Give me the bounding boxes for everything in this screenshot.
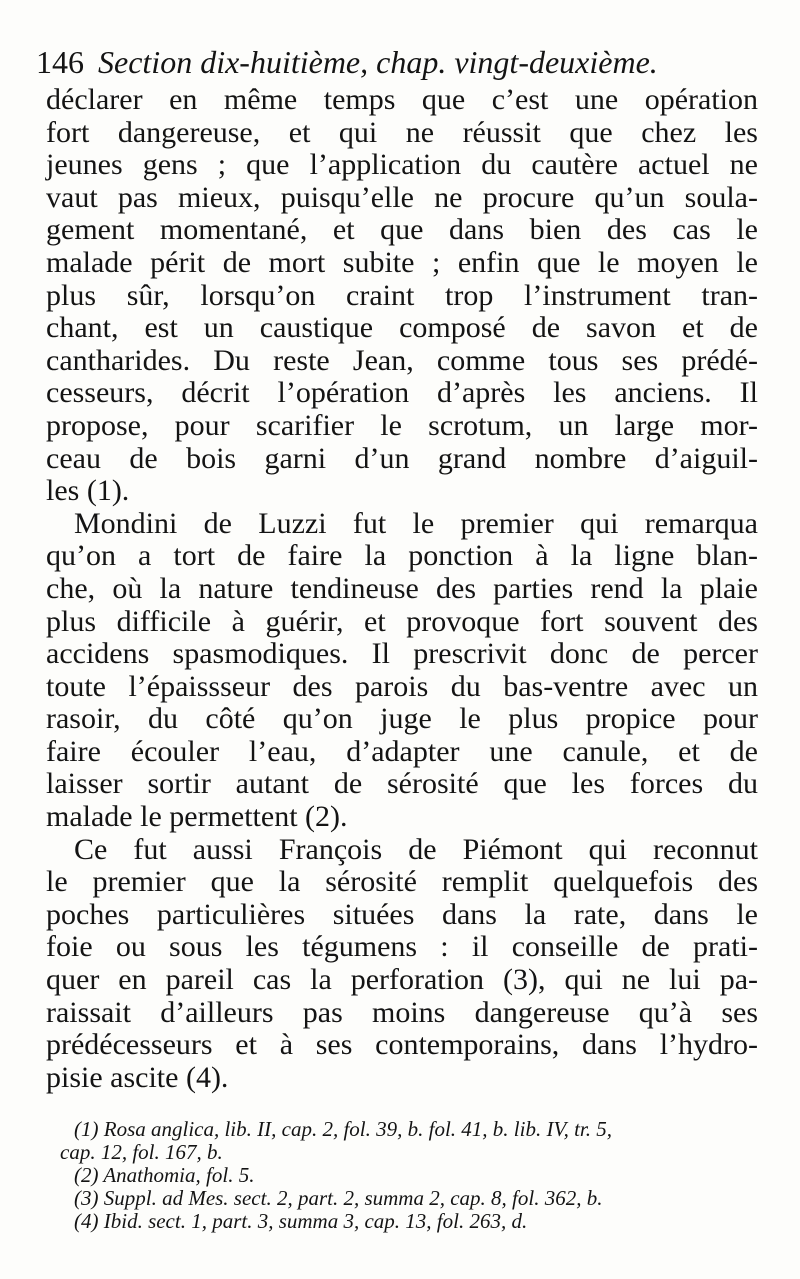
- text-line: qu’on a tort de faire la ponction à la ligne blan-: [46, 539, 758, 573]
- text-line: chant, est un caustique composé de savon et de: [46, 311, 758, 345]
- text-line: vaut pas mieux, puisqu’elle ne procure qu’un soula-: [46, 180, 758, 214]
- page-number: 146: [36, 44, 84, 80]
- text-line: quer en pareil cas la perforation (3), qui ne lui pa-: [46, 963, 758, 997]
- page-header: [36, 40, 756, 84]
- text-line: raissait d’ailleurs pas moins dangereuse qu’à ses: [46, 995, 758, 1029]
- text-line: cantharides. Du reste Jean, comme tous ses prédé-: [46, 343, 758, 377]
- text-line: ceau de bois garni d’un grand nombre d’aiguil-: [46, 441, 758, 475]
- text-line: poches particulières situées dans la rate, dans le: [46, 897, 758, 931]
- text-line: déclarer en même temps que c’est une opération: [46, 83, 758, 116]
- footnotes: [60, 1117, 760, 1233]
- body-text: [46, 84, 758, 1094]
- text-line: faire écouler l’eau, d’adapter une canule, et de: [46, 734, 758, 768]
- paragraph-2: [46, 508, 758, 834]
- text-line: malade périt de mort subite ; enfin que le moyen le: [46, 245, 758, 279]
- text-line: cesseurs, décrit l’opération d’après les anciens. Il: [46, 376, 758, 410]
- text-line: rasoir, du côté qu’on juge le plus propice pour: [46, 702, 758, 736]
- text-line: laisser sortir autant de sérosité que les forces du: [46, 767, 758, 801]
- text-line: Mondini de Luzzi fut le premier qui remarqua: [74, 506, 758, 540]
- paragraph-3: [46, 834, 758, 1095]
- footnote-1-continued: cap. 12, fol. 167, b.: [60, 1140, 223, 1164]
- text-line: che, où la nature tendineuse des parties rend la plaie: [46, 571, 758, 605]
- text-line: plus sûr, lorsqu’on craint trop l’instrument tran-: [46, 278, 758, 312]
- text-line: foie ou sous les tégumens : il conseille de prati-: [46, 930, 758, 964]
- text-line: les (1).: [46, 474, 130, 508]
- text-line: pisie ascite (4).: [46, 1060, 229, 1094]
- text-line: fort dangereuse, et qui ne réussit que chez les: [46, 115, 758, 149]
- text-line: gement momentané, et que dans bien des cas le: [46, 213, 758, 247]
- paragraph-1: [46, 84, 758, 508]
- text-line: Ce fut aussi François de Piémont qui reconnut: [74, 832, 758, 866]
- text-line: malade le permettent (2).: [46, 800, 348, 834]
- text-line: plus difficile à guérir, et provoque fort souvent des: [46, 604, 758, 638]
- footnote-1: (1) Rosa anglica, lib. II, cap. 2, fol. 39, b. fol. 41, b. lib. IV, tr. 5,: [74, 1117, 613, 1141]
- text-line: propose, pour scarifier le scrotum, un large mor-: [46, 408, 758, 442]
- text-line: prédécesseurs et à ses contemporains, dans l’hydro-: [46, 1028, 758, 1062]
- text-line: accidens spasmodiques. Il prescrivit donc de percer: [46, 637, 758, 671]
- footnote-3: (3) Suppl. ad Mes. sect. 2, part. 2, summa 2, cap. 8, fol. 362, b.: [74, 1186, 603, 1210]
- running-title: Section dix-huitième, chap. vingt-deuxième.: [98, 44, 658, 80]
- footnote-4: (4) Ibid. sect. 1, part. 3, summa 3, cap. 13, fol. 263, d.: [74, 1209, 528, 1233]
- text-line: le premier que la sérosité remplit quelquefois des: [46, 865, 758, 899]
- text-line: toute l’épaissseur des parois du bas-ventre avec un: [46, 669, 758, 703]
- text-line: jeunes gens ; que l’application du cautère actuel ne: [46, 148, 758, 182]
- footnote-2: (2) Anathomia, fol. 5.: [74, 1163, 255, 1187]
